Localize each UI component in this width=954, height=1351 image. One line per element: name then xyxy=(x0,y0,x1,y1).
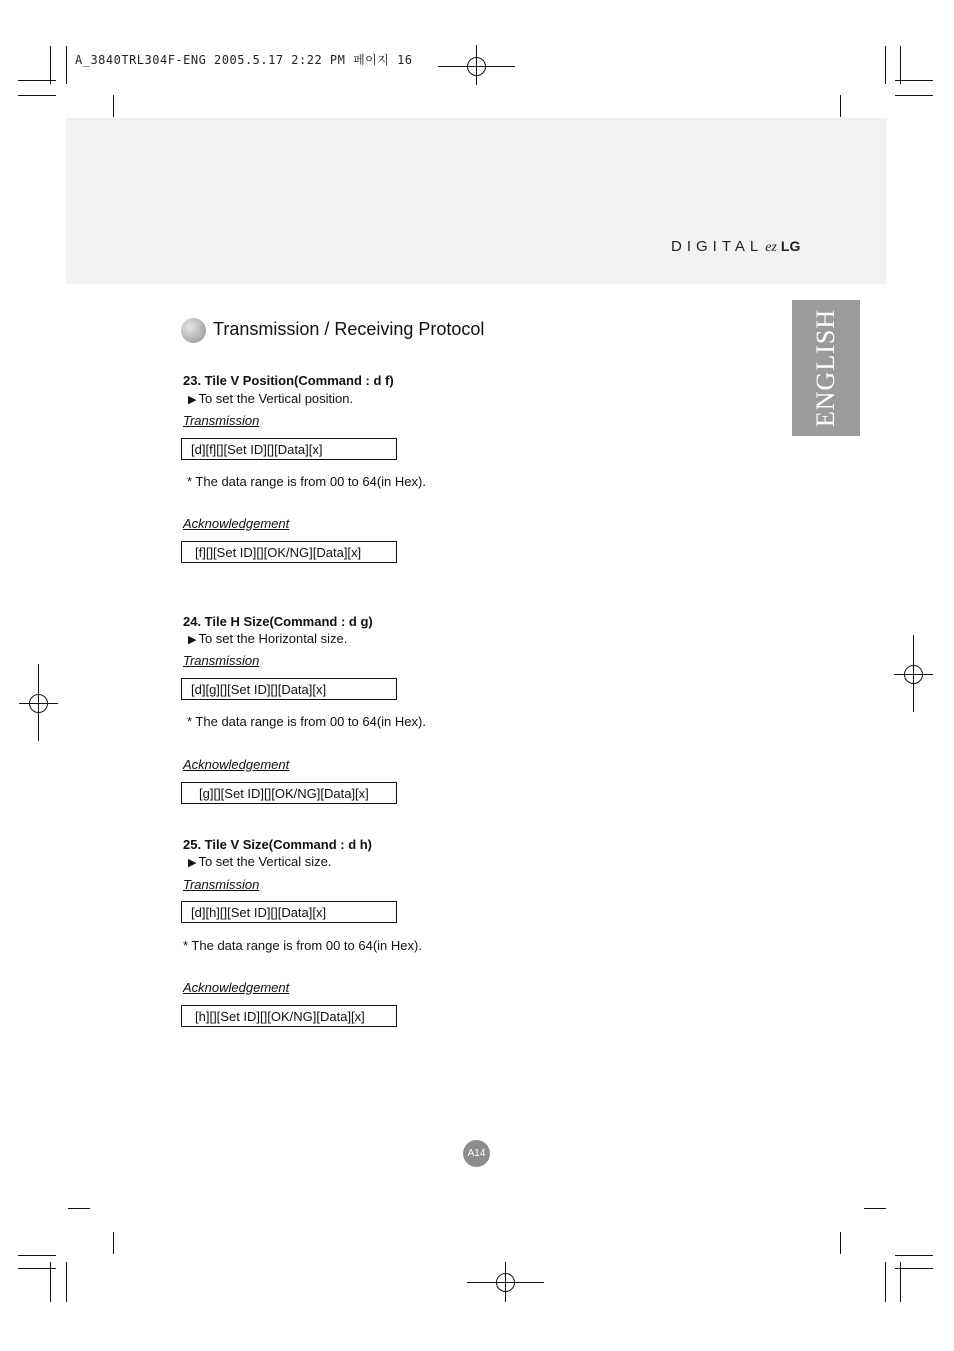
transmission-format-box: [d][g][][Set ID][][Data][x] xyxy=(181,678,397,700)
data-range-note: * The data range is from 00 to 64(in Hex). xyxy=(183,938,422,953)
brand-digital: DIGITAL xyxy=(671,238,764,255)
transmission-label: Transmission xyxy=(183,877,260,892)
header-band xyxy=(66,118,887,284)
command-description: ▶ To set the Vertical position. xyxy=(188,391,354,406)
command-description: ▶ To set the Horizontal size. xyxy=(188,631,348,646)
transmission-format-box: [d][h][][Set ID][][Data][x] xyxy=(181,901,397,923)
language-tab-label: ENGLISH xyxy=(811,308,840,428)
transmission-label: Transmission xyxy=(183,413,260,428)
section-bullet-icon xyxy=(181,318,206,343)
triangle-bullet-icon: ▶ xyxy=(188,394,197,406)
command-description: ▶ To set the Vertical size. xyxy=(188,854,332,869)
acknowledgement-format-box: [f][][Set ID][][OK/NG][Data][x] xyxy=(181,541,397,563)
print-header: A_3840TRL304F-ENG 2005.5.17 2:22 PM 페이지 16 xyxy=(75,53,413,67)
acknowledgement-label: Acknowledgement xyxy=(183,516,290,531)
acknowledgement-label: Acknowledgement xyxy=(183,757,290,772)
transmission-label: Transmission xyxy=(183,653,260,668)
brand-ez: ez xyxy=(765,240,777,255)
transmission-format-box: [d][f][][Set ID][][Data][x] xyxy=(181,438,397,460)
brand-lg: LG xyxy=(780,238,801,254)
acknowledgement-format-box: [h][][Set ID][][OK/NG][Data][x] xyxy=(181,1005,397,1027)
data-range-note: * The data range is from 00 to 64(in Hex). xyxy=(187,474,426,489)
section-title: Transmission / Receiving Protocol xyxy=(213,319,485,339)
data-range-note: * The data range is from 00 to 64(in Hex). xyxy=(187,714,426,729)
triangle-bullet-icon: ▶ xyxy=(188,634,197,646)
command-title: 23. Tile V Position(Command : d f) xyxy=(183,373,394,388)
command-title: 25. Tile V Size(Command : d h) xyxy=(183,837,373,852)
triangle-bullet-icon: ▶ xyxy=(188,857,197,869)
language-tab xyxy=(792,300,860,436)
command-title: 24. Tile H Size(Command : d g) xyxy=(183,614,373,629)
page-number-badge: A14 xyxy=(463,1140,490,1167)
acknowledgement-label: Acknowledgement xyxy=(183,980,290,995)
brand-logo xyxy=(671,238,800,256)
acknowledgement-format-box: [g][][Set ID][][OK/NG][Data][x] xyxy=(181,782,397,804)
